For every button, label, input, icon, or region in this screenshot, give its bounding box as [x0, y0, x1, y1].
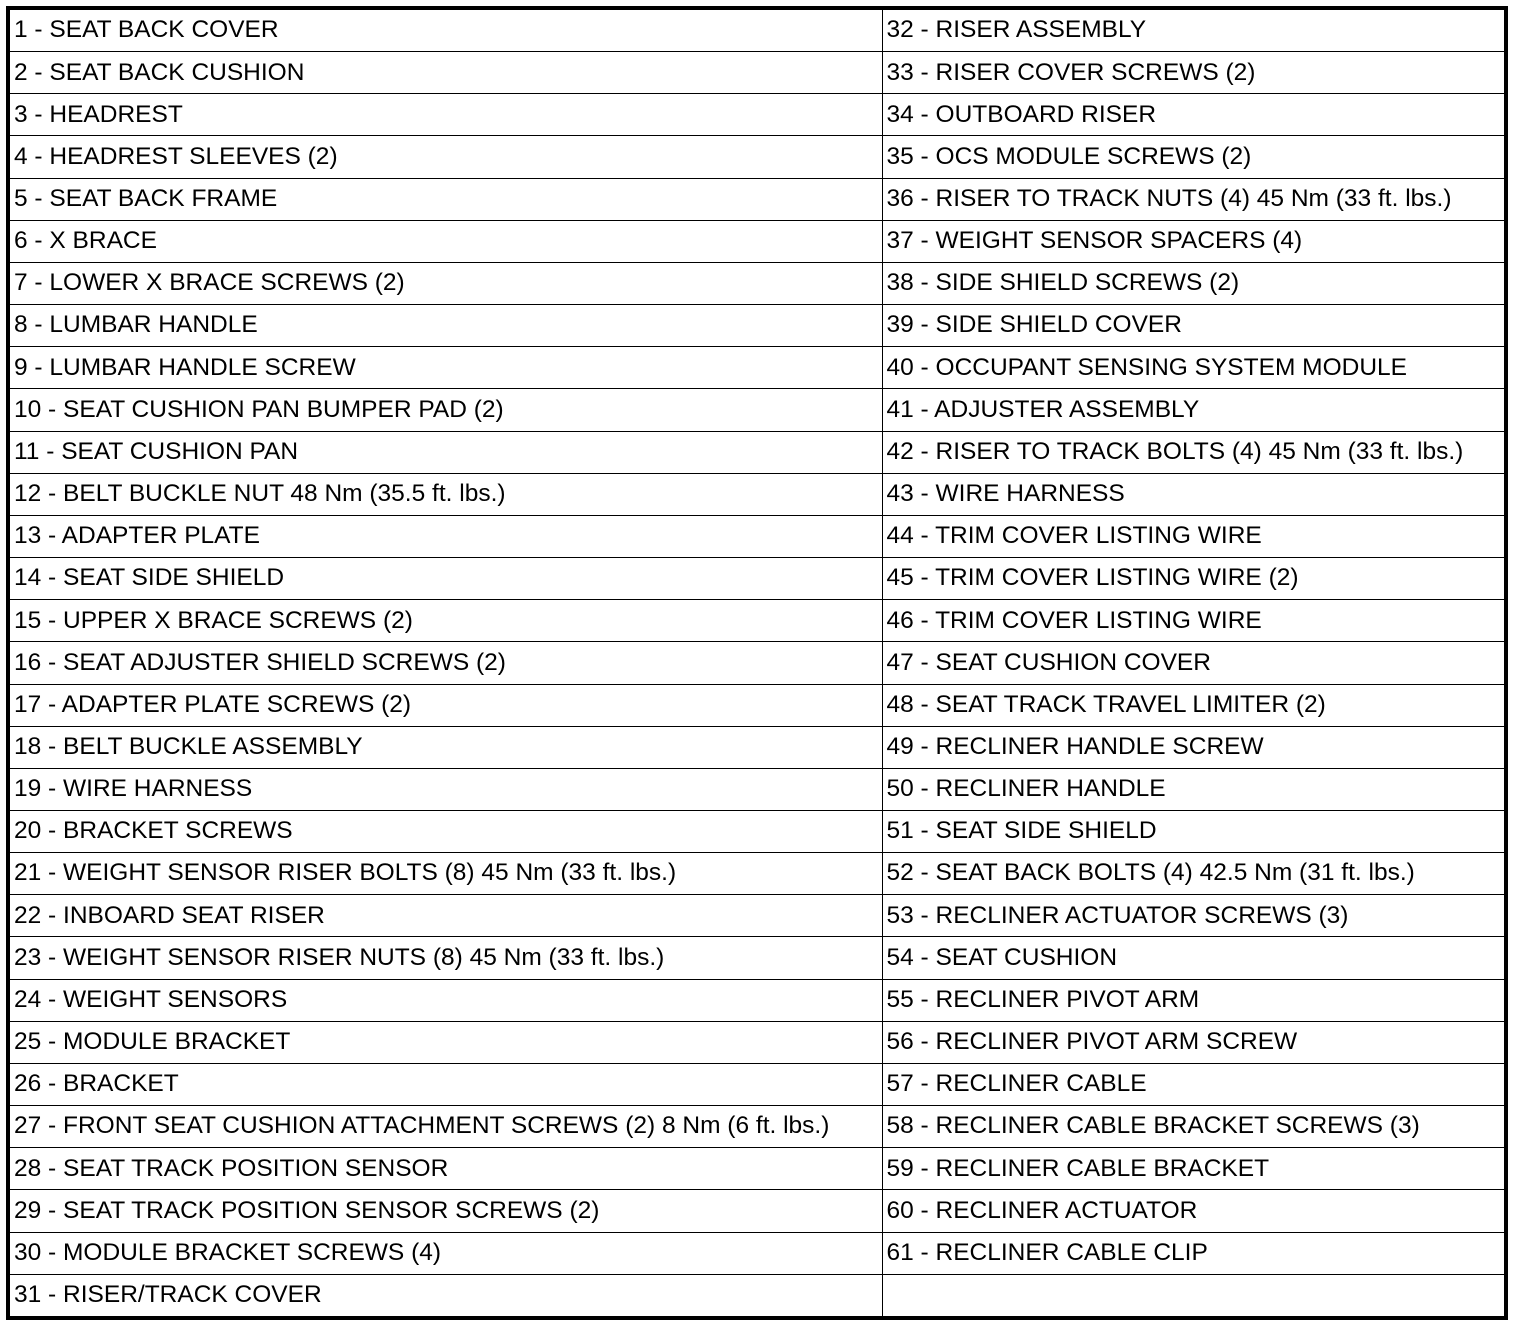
legend-item-right: 36 - RISER TO TRACK NUTS (4) 45 Nm (33 ft. lbs.) — [882, 178, 1506, 220]
table-row — [8, 431, 1506, 473]
legend-item-left: 18 - BELT BUCKLE ASSEMBLY — [8, 726, 882, 768]
table-row — [8, 136, 1506, 178]
legend-item-right: 52 - SEAT BACK BOLTS (4) 42.5 Nm (31 ft. lbs.) — [882, 853, 1506, 895]
legend-item-right: 32 - RISER ASSEMBLY — [882, 8, 1506, 52]
legend-item-left: 14 - SEAT SIDE SHIELD — [8, 558, 882, 600]
table-row — [8, 684, 1506, 726]
legend-item-right: 56 - RECLINER PIVOT ARM SCREW — [882, 1021, 1506, 1063]
table-row — [8, 389, 1506, 431]
legend-item-left: 29 - SEAT TRACK POSITION SENSOR SCREWS (2) — [8, 1190, 882, 1232]
table-row — [8, 895, 1506, 937]
legend-item-right: 43 - WIRE HARNESS — [882, 473, 1506, 515]
legend-item-left: 10 - SEAT CUSHION PAN BUMPER PAD (2) — [8, 389, 882, 431]
legend-item-left: 24 - WEIGHT SENSORS — [8, 979, 882, 1021]
legend-item-right: 50 - RECLINER HANDLE — [882, 768, 1506, 810]
legend-item-right: 48 - SEAT TRACK TRAVEL LIMITER (2) — [882, 684, 1506, 726]
table-row — [8, 1232, 1506, 1274]
table-row — [8, 642, 1506, 684]
legend-item-right: 61 - RECLINER CABLE CLIP — [882, 1232, 1506, 1274]
table-row — [8, 1021, 1506, 1063]
legend-item-left: 6 - X BRACE — [8, 220, 882, 262]
legend-item-left: 19 - WIRE HARNESS — [8, 768, 882, 810]
legend-item-right: 34 - OUTBOARD RISER — [882, 94, 1506, 136]
legend-item-right: 55 - RECLINER PIVOT ARM — [882, 979, 1506, 1021]
legend-item-right — [882, 1274, 1506, 1318]
table-row — [8, 347, 1506, 389]
legend-item-right: 46 - TRIM COVER LISTING WIRE — [882, 600, 1506, 642]
legend-item-left: 16 - SEAT ADJUSTER SHIELD SCREWS (2) — [8, 642, 882, 684]
legend-item-right: 51 - SEAT SIDE SHIELD — [882, 810, 1506, 852]
legend-item-left: 30 - MODULE BRACKET SCREWS (4) — [8, 1232, 882, 1274]
legend-item-right: 58 - RECLINER CABLE BRACKET SCREWS (3) — [882, 1106, 1506, 1148]
table-row — [8, 1148, 1506, 1190]
table-row — [8, 178, 1506, 220]
legend-item-left: 7 - LOWER X BRACE SCREWS (2) — [8, 262, 882, 304]
legend-item-left: 9 - LUMBAR HANDLE SCREW — [8, 347, 882, 389]
legend-item-left: 13 - ADAPTER PLATE — [8, 515, 882, 557]
legend-item-left: 15 - UPPER X BRACE SCREWS (2) — [8, 600, 882, 642]
legend-item-left: 1 - SEAT BACK COVER — [8, 8, 882, 52]
legend-item-right: 45 - TRIM COVER LISTING WIRE (2) — [882, 558, 1506, 600]
legend-item-left: 8 - LUMBAR HANDLE — [8, 305, 882, 347]
parts-legend-table — [6, 6, 1508, 1320]
legend-item-right: 57 - RECLINER CABLE — [882, 1063, 1506, 1105]
legend-item-right: 41 - ADJUSTER ASSEMBLY — [882, 389, 1506, 431]
parts-legend-body — [8, 8, 1506, 1318]
legend-item-right: 60 - RECLINER ACTUATOR — [882, 1190, 1506, 1232]
legend-item-right: 44 - TRIM COVER LISTING WIRE — [882, 515, 1506, 557]
legend-item-left: 23 - WEIGHT SENSOR RISER NUTS (8) 45 Nm (33 ft. lbs.) — [8, 937, 882, 979]
legend-item-right: 47 - SEAT CUSHION COVER — [882, 642, 1506, 684]
legend-item-left: 11 - SEAT CUSHION PAN — [8, 431, 882, 473]
legend-item-left: 2 - SEAT BACK CUSHION — [8, 52, 882, 94]
table-row — [8, 473, 1506, 515]
legend-item-right: 59 - RECLINER CABLE BRACKET — [882, 1148, 1506, 1190]
table-row — [8, 768, 1506, 810]
table-row — [8, 853, 1506, 895]
legend-item-left: 27 - FRONT SEAT CUSHION ATTACHMENT SCREWS (2) 8 Nm (6 ft. lbs.) — [8, 1106, 882, 1148]
legend-item-left: 4 - HEADREST SLEEVES (2) — [8, 136, 882, 178]
legend-item-right: 33 - RISER COVER SCREWS (2) — [882, 52, 1506, 94]
table-row — [8, 305, 1506, 347]
legend-item-left: 5 - SEAT BACK FRAME — [8, 178, 882, 220]
table-row — [8, 52, 1506, 94]
legend-item-left: 31 - RISER/TRACK COVER — [8, 1274, 882, 1318]
table-row — [8, 1190, 1506, 1232]
legend-item-left: 21 - WEIGHT SENSOR RISER BOLTS (8) 45 Nm (33 ft. lbs.) — [8, 853, 882, 895]
legend-item-right: 40 - OCCUPANT SENSING SYSTEM MODULE — [882, 347, 1506, 389]
legend-item-left: 20 - BRACKET SCREWS — [8, 810, 882, 852]
legend-item-right: 53 - RECLINER ACTUATOR SCREWS (3) — [882, 895, 1506, 937]
legend-item-left: 26 - BRACKET — [8, 1063, 882, 1105]
legend-item-left: 28 - SEAT TRACK POSITION SENSOR — [8, 1148, 882, 1190]
legend-item-left: 25 - MODULE BRACKET — [8, 1021, 882, 1063]
table-row — [8, 600, 1506, 642]
legend-item-right: 38 - SIDE SHIELD SCREWS (2) — [882, 262, 1506, 304]
legend-item-right: 49 - RECLINER HANDLE SCREW — [882, 726, 1506, 768]
table-row — [8, 8, 1506, 52]
table-row — [8, 810, 1506, 852]
table-row — [8, 979, 1506, 1021]
legend-item-left: 3 - HEADREST — [8, 94, 882, 136]
legend-item-right: 54 - SEAT CUSHION — [882, 937, 1506, 979]
legend-item-left: 17 - ADAPTER PLATE SCREWS (2) — [8, 684, 882, 726]
legend-item-left: 22 - INBOARD SEAT RISER — [8, 895, 882, 937]
table-row — [8, 94, 1506, 136]
table-row — [8, 262, 1506, 304]
table-row — [8, 220, 1506, 262]
table-row — [8, 726, 1506, 768]
table-row — [8, 937, 1506, 979]
table-row — [8, 1063, 1506, 1105]
legend-item-right: 37 - WEIGHT SENSOR SPACERS (4) — [882, 220, 1506, 262]
table-row — [8, 515, 1506, 557]
table-row — [8, 1274, 1506, 1318]
legend-item-left: 12 - BELT BUCKLE NUT 48 Nm (35.5 ft. lbs.) — [8, 473, 882, 515]
table-row — [8, 558, 1506, 600]
table-row — [8, 1106, 1506, 1148]
legend-item-right: 35 - OCS MODULE SCREWS (2) — [882, 136, 1506, 178]
legend-item-right: 42 - RISER TO TRACK BOLTS (4) 45 Nm (33 ft. lbs.) — [882, 431, 1506, 473]
legend-item-right: 39 - SIDE SHIELD COVER — [882, 305, 1506, 347]
